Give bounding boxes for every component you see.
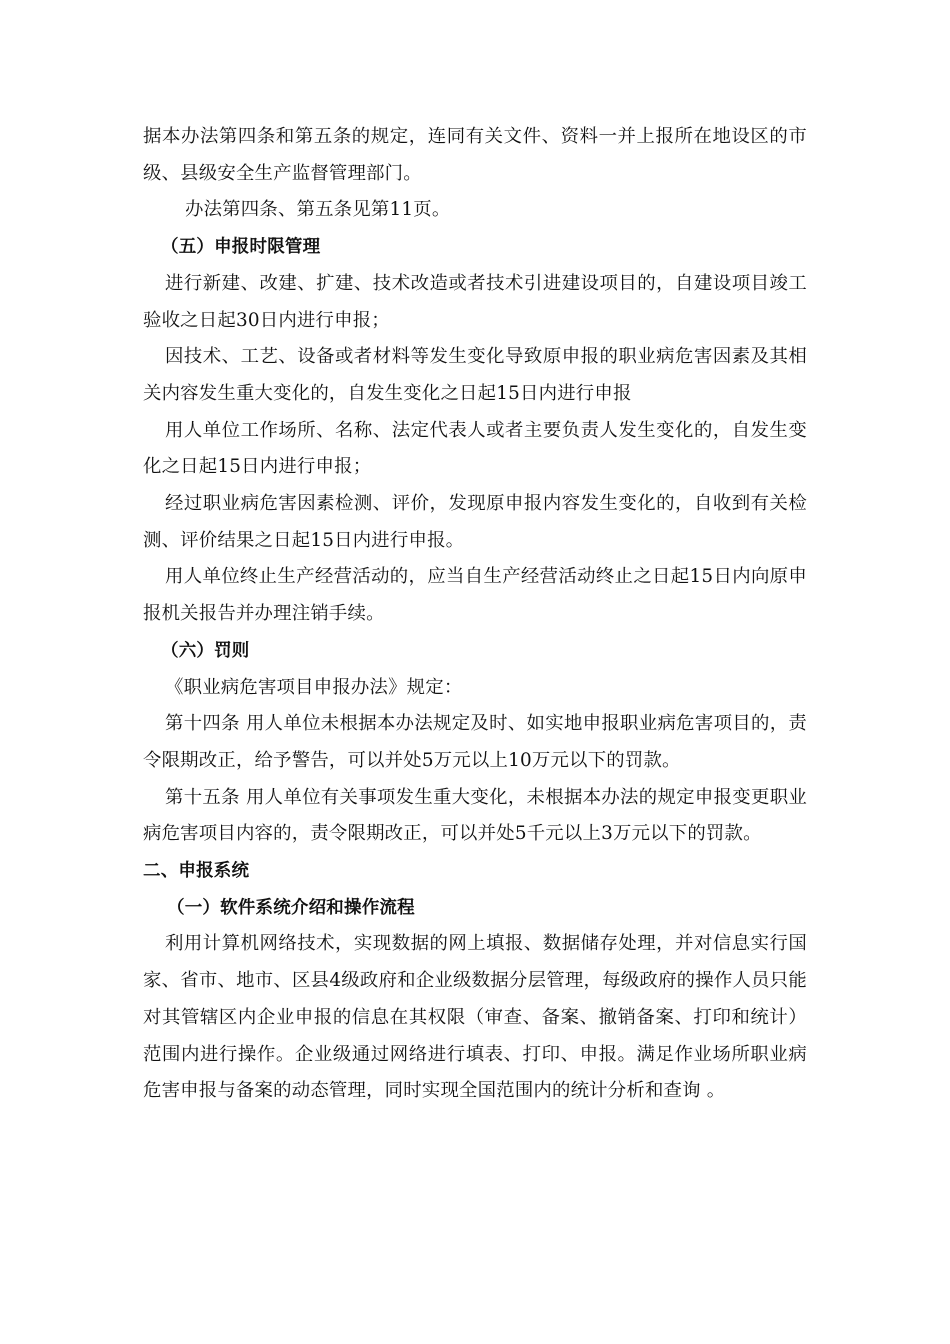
chapter-heading-reporting-system: 二、申报系统 bbox=[143, 861, 250, 882]
paragraph-report-submission: 据本办法第四条和第五条的规定，连同有关文件、资料一并上报所在地设区的市级、县级安全生产监督管理部门。 bbox=[143, 126, 807, 184]
document-body bbox=[143, 119, 807, 1110]
paragraph-article-15: 第十五条 用人单位有关事项发生重大变化，未根据本办法的规定申报变更职业病危害项目内容的，责令限期改正，可以并处5千元以上3万元以下的罚款。 bbox=[143, 786, 807, 845]
paragraph-article-reference: 办法第四条、第五条见第11页。 bbox=[185, 199, 451, 221]
paragraph-regulation-reference: 《职业病危害项目申报办法》规定： bbox=[165, 676, 463, 698]
paragraph-deadline-termination: 用人单位终止生产经营活动的，应当自生产经营活动终止之日起15日内向原申报机关报告并办理注销手续。 bbox=[143, 566, 807, 625]
paragraph-deadline-employer-change: 用人单位工作场所、名称、法定代表人或者主要负责人发生变化的，自发生变化之日起15日内进行申报； bbox=[143, 419, 807, 478]
paragraph-article-14: 第十四条 用人单位未根据本办法规定及时、如实地申报职业病危害项目的，责令限期改正，给予警告，可以并处5万元以上10万元以下的罚款。 bbox=[143, 713, 807, 771]
section-heading-software-introduction: （一）软件系统介绍和操作流程 bbox=[167, 897, 415, 918]
paragraph-deadline-evaluation-change: 经过职业病危害因素检测、评价，发现原申报内容发生变化的，自收到有关检测、评价结果之日起15日内进行申报。 bbox=[143, 493, 807, 551]
paragraph-deadline-technical-change: 因技术、工艺、设备或者材料等发生变化导致原申报的职业病危害因素及其相关内容发生重大变化的，自发生变化之日起15日内进行申报 bbox=[143, 346, 807, 404]
section-heading-deadline-management: （五）申报时限管理 bbox=[161, 237, 321, 258]
paragraph-software-description: 利用计算机网络技术，实现数据的网上填报、数据储存处理，并对信息实行国家、省市、地市、区县4级政府和企业级数据分层管理，每级政府的操作人员只能对其管辖区内企业申报的信息在其权限（审查、备案、撤销备案、打印和统计）范围内进行操作。企业级通过网络进行填表、打印、申报。满足作业场所职业病危害申报与备案的动态管理，同时实现全国范围内的统计分析和查询 。 bbox=[143, 933, 807, 1102]
section-heading-penalties: （六）罚则 bbox=[161, 640, 250, 661]
paragraph-deadline-new-construction: 进行新建、改建、扩建、技术改造或者技术引进建设项目的，自建设项目竣工验收之日起30日内进行申报； bbox=[143, 272, 807, 331]
